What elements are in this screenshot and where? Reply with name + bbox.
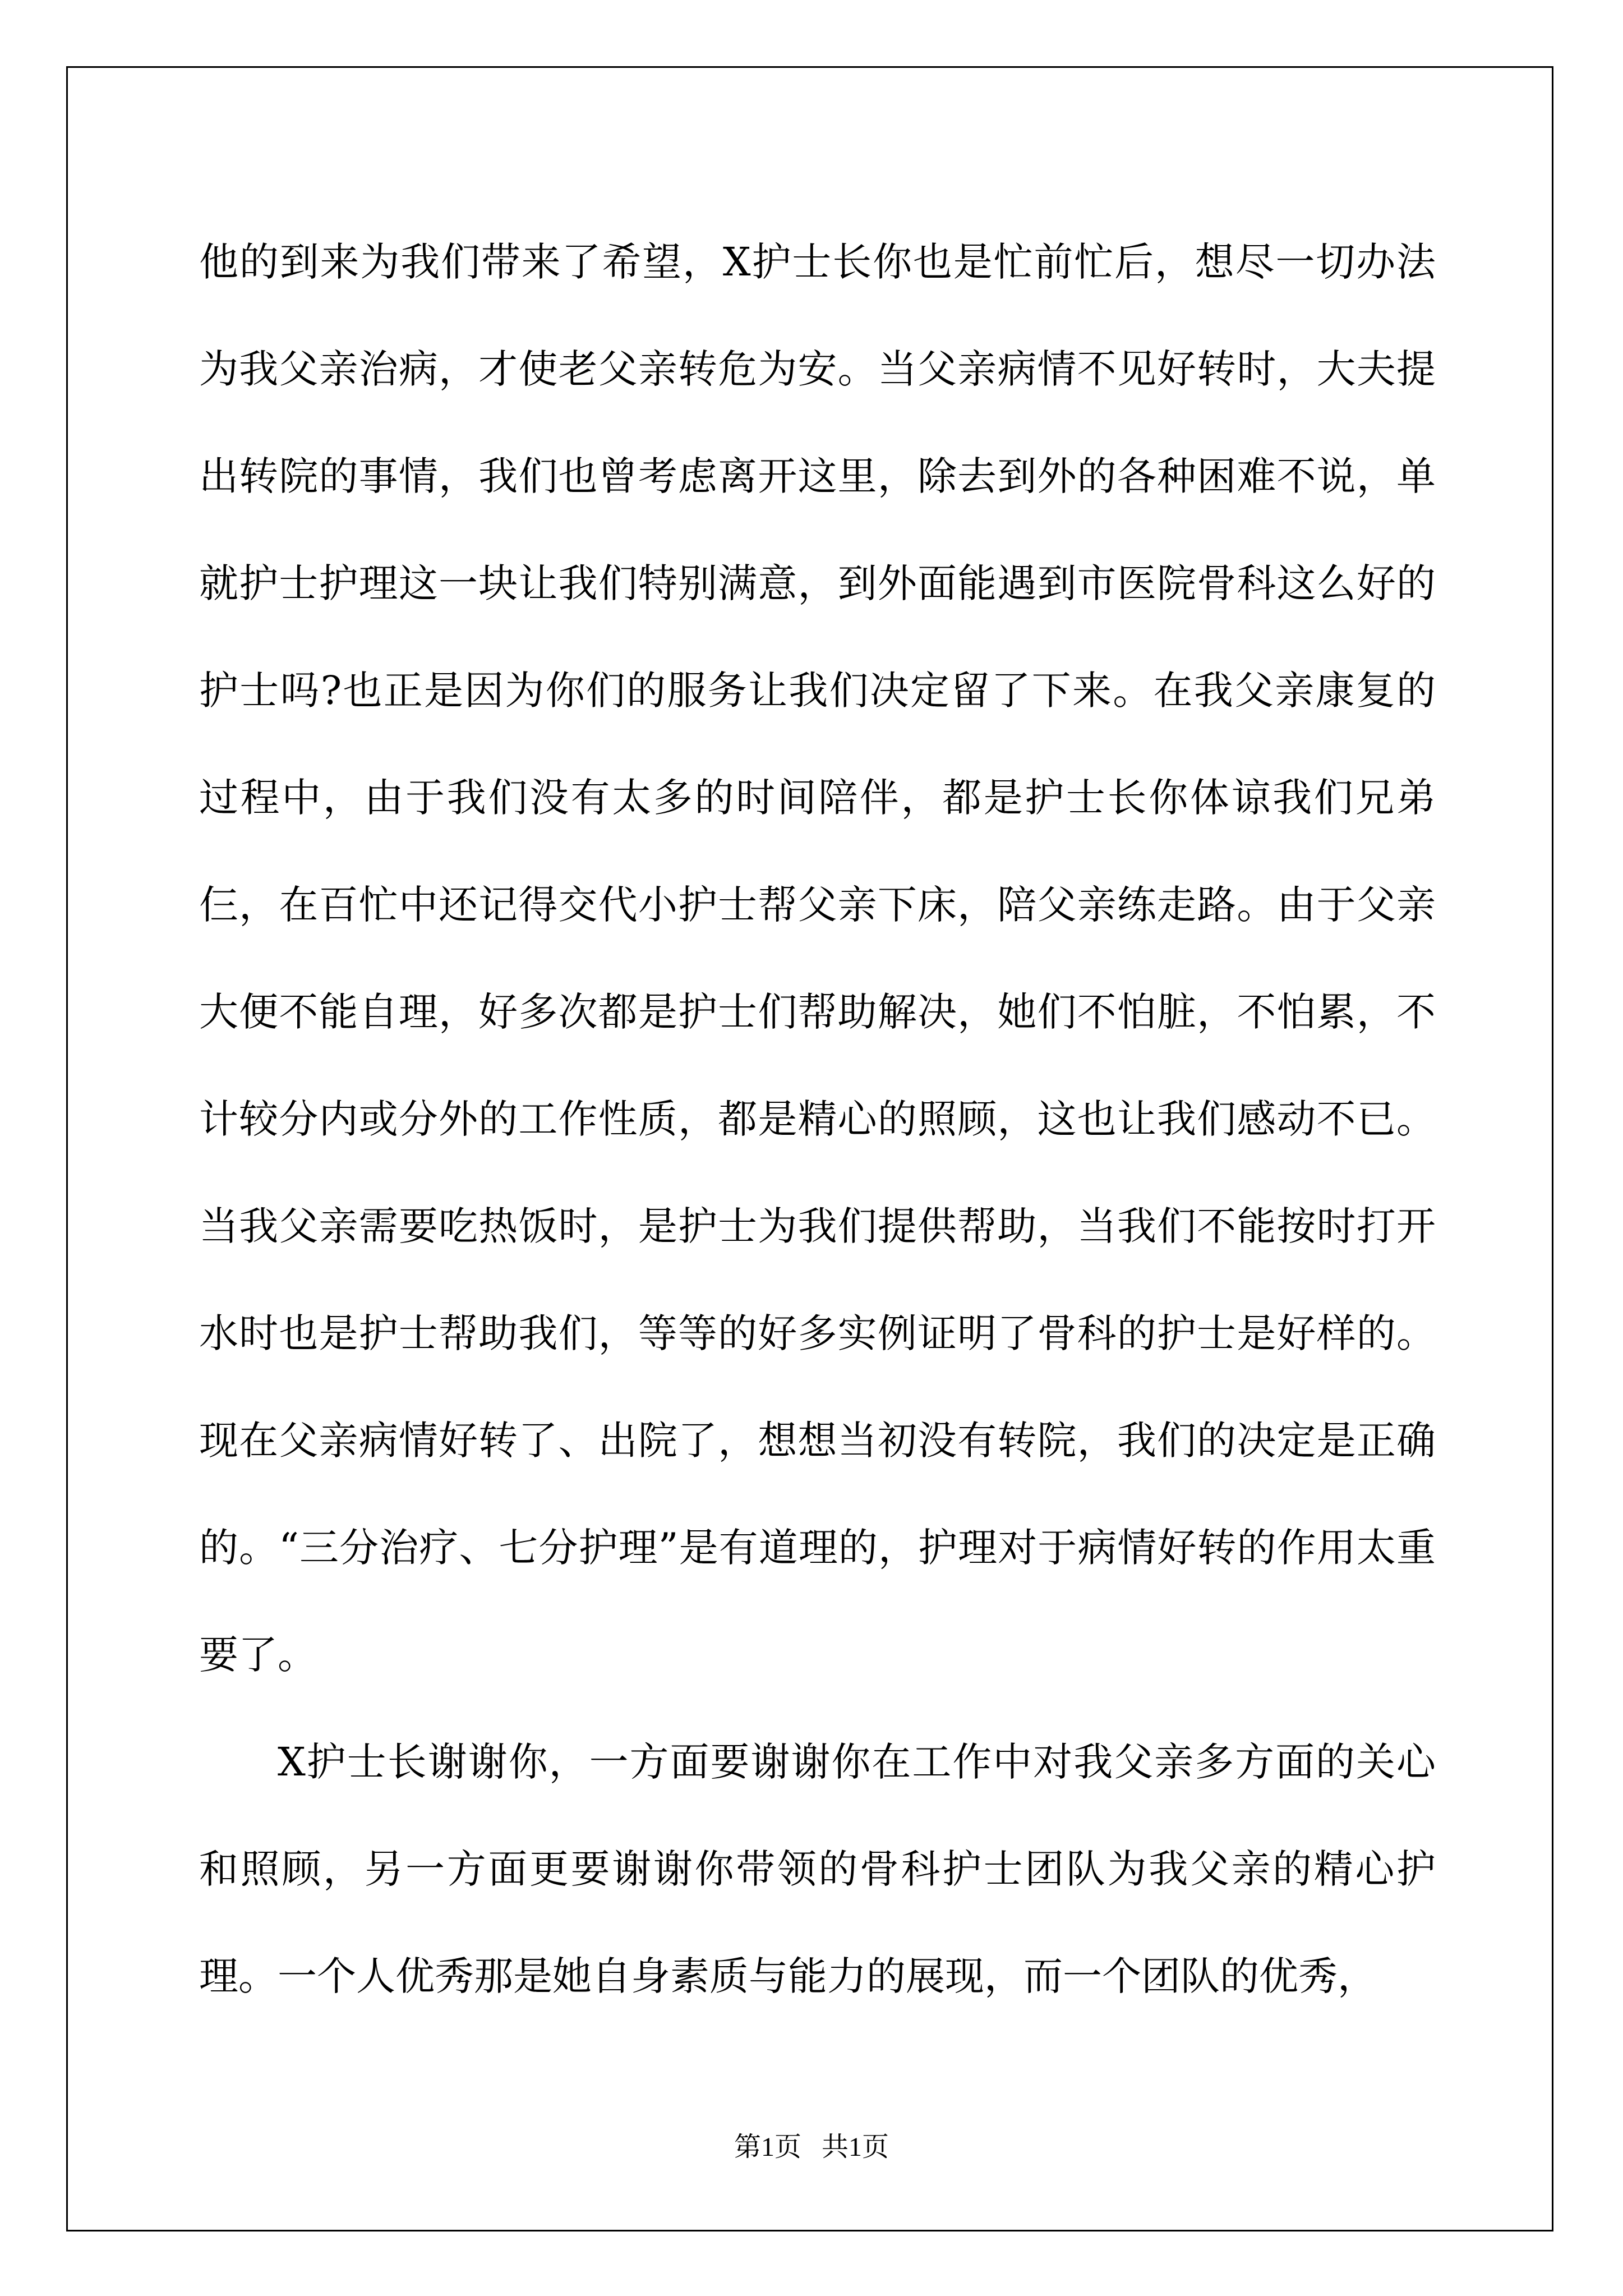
- document-body: [199, 209, 1436, 2030]
- paragraph-1: 他的到来为我们带来了希望，X护士长你也是忙前忙后，想尽一切办法为我父亲治病，才使老父亲转危为安。当父亲病情不见好转时，大夫提出转院的事情，我们也曾考虑离开这里，除去到外的各种困难不说，单就护士护理这一块让我们特别满意，到外面能遇到市医院骨科这么好的护士吗?也正是因为你们的服务让我们决定留了下来。在我父亲康复的过程中，由于我们没有太多的时间陪伴，都是护士长你体谅我们兄弟仨，在百忙中还记得交代小护士帮父亲下床，陪父亲练走路。由于父亲大便不能自理，好多次都是护士们帮助解决，她们不怕脏，不怕累，不计较分内或分外的工作性质，都是精心的照顾，这也让我们感动不已。当我父亲需要吃热饭时，是护士为我们提供帮助，当我们不能按时打开水时也是护士帮助我们，等等的好多实例证明了骨科的护士是好样的。现在父亲病情好转了、出院了，想想当初没有转院，我们的决定是正确的。“三分治疗、七分护理”是有道理的，护理对于病情好转的作用太重要了。: [199, 239, 1436, 1678]
- paragraph-2: X护士长谢谢你，一方面要谢谢你在工作中对我父亲多方面的关心和照顾，另一方面更要谢谢你带领的骨科护士团队为我父亲的精心护理。一个人优秀那是她自身素质与能力的展现，而一个团队的优秀，: [199, 1739, 1436, 1999]
- page-footer: 第1页 共1页: [734, 2132, 889, 2162]
